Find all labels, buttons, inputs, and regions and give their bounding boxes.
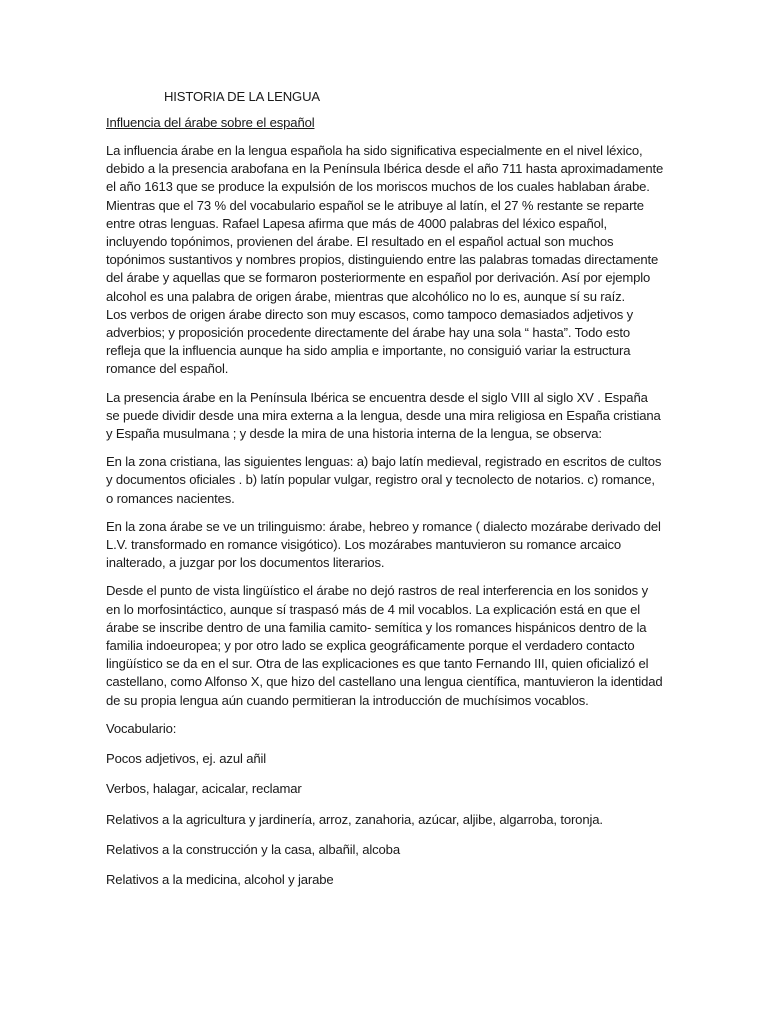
paragraph-influence — [106, 142, 664, 379]
paragraph-influence-part-2: Los verbos de origen árabe directo son muy escasos, como tampoco demasiados adjetivos y adverbios; y proposición procedente directamente del árabe hay una sola “ hasta”. Todo esto refleja que la influencia aunque ha sido amplia e importante, no consiguió variar la estructura romance del español. — [106, 306, 633, 377]
paragraph-christian-zone: En la zona cristiana, las siguientes lenguas: a) bajo latín medieval, registrado en escritos de cultos y documentos oficiales . b) latín popular vulgar, registro oral y tecnolecto de notarios. c) romance, o romances nacientes. — [106, 454, 662, 506]
paragraph-linguistic-view: Desde el punto de vista lingüístico el árabe no dejó rastros de real interferencia en los sonidos y en lo morfosintáctico, aunque sí traspasó más de 4 mil vocablos. La explicación está en que el árabe se inscribe dentro de una familia camito- semítica y los romances hispánicos dentro de la familia indoeuropea; y por otro lado se explica geográficamente porque el verdadero contacto lingüístico se da en el sur. Otra de las explicaciones es que tanto Fernando III, quien oficializó el castellano, como Alfonso X, que hizo del castellano una lengua científica, mantuvieron la identidad de su propia lengua aún cuando permitieran la introducción de muchísimos vocablos. — [106, 583, 663, 708]
vocabulary-item: Verbos, halagar, acicalar, reclamar — [106, 781, 302, 797]
vocabulary-title: Vocabulario: — [106, 720, 177, 736]
paragraph-presence: La presencia árabe en la Península Ibérica se encuentra desde el siglo VIII al siglo XV . España se puede dividir desde una mira externa a la lengua, desde una mira religiosa en España cristiana y España musulmana ; y desde la mira de una historia interna de la lengua, se observa: — [106, 389, 661, 442]
document-subtitle: Influencia del árabe sobre el español — [106, 115, 315, 130]
paragraph-influence-part-1: La influencia árabe en la lengua española ha sido significativa especialmente en el nivel léxico, debido a la presencia arabofana en la Península Ibérica desde el año 711 hasta aproximadamente el año 1613 que se produce la expulsión de los moriscos muchos de los cuales hablaban árabe. Mientras que el 73 % del vocabulario español se le atribuye al latín, el 27 % restante se reparte entre otras lenguas. Rafael Lapesa afirma que más de 4000 palabras del léxico español, incluyendo topónimos, provienen del árabe. El resultado en el español actual son muchos topónimos sustantivos y nombres propios, distinguiendo entre las palabras tomadas directamente del árabe y aquellas que se formaron posteriormente en español por derivación. Así por ejemplo alcohol es una palabra de origen árabe, mientras que alcohólico no lo es, aunque sí su raíz. — [106, 143, 664, 304]
document-title: HISTORIA DE LA LENGUA — [164, 89, 320, 104]
vocabulary-item: Relativos a la construcción y la casa, albañil, alcoba — [106, 841, 400, 857]
vocabulary-item: Pocos adjetivos, ej. azul añil — [106, 751, 266, 767]
vocabulary-item: Relativos a la medicina, alcohol y jarabe — [106, 871, 334, 887]
vocabulary-item: Relativos a la agricultura y jardinería, arroz, zanahoria, azúcar, aljibe, algarroba, toronja. — [106, 811, 603, 827]
paragraph-arab-zone: En la zona árabe se ve un trilinguismo: árabe, hebreo y romance ( dialecto mozárabe derivado del L.V. transformado en romance visigótico). Los mozárabes mantuvieron su romance arcaico inalterado, a juzgar por los documentos literarios. — [106, 518, 661, 571]
